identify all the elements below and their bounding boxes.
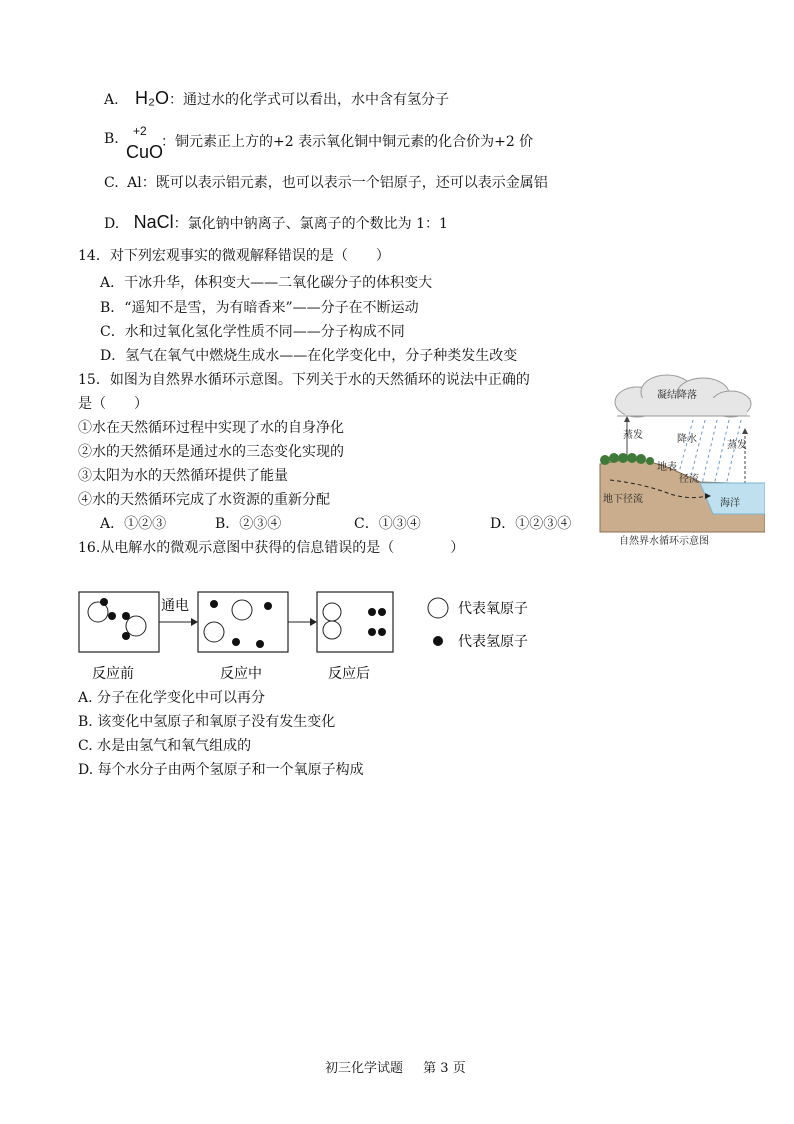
surface-runoff-label-1: 地表: [657, 462, 677, 473]
q13-option-b: [104, 131, 119, 147]
evaporation-label-left: 蒸发: [623, 430, 643, 441]
rain-label: 降水: [677, 434, 697, 445]
q15-statement-4: ④水的天然循环完成了水资源的重新分配: [78, 492, 330, 508]
page-footer: [325, 1057, 466, 1076]
oxygen-atom-icon: [428, 598, 448, 618]
q14-option-b: B．“遥知不是雪，为有暗香来”——分子在不断运动: [100, 300, 419, 316]
q16-option-d: D. 每个水分子由两个氢原子和一个氧原子构成: [78, 762, 364, 778]
q15-option-c: C．①③④: [354, 516, 421, 532]
q14-option-c: C．水和过氧化氢化学性质不同——分子构成不同: [100, 324, 405, 340]
q15-statement-1: ①水在天然循环过程中实现了水的自身净化: [78, 420, 344, 436]
option-letter: D.: [104, 216, 120, 232]
q16-option-a: A. 分子在化学变化中可以再分: [78, 690, 266, 706]
q15-option-a: A．①②③: [100, 516, 167, 532]
ocean-label: 海洋: [720, 498, 740, 509]
footer-title: 初三化学试题: [325, 1061, 404, 1076]
label-after: 反应后: [328, 666, 370, 682]
q14-stem: 14．对下列宏观事实的微观解释错误的是（ ）: [78, 248, 390, 264]
evaporation-label-right: 蒸发: [727, 440, 747, 451]
cloud-label: 凝结降落: [657, 390, 697, 401]
figure-caption: 自然界水循环示意图: [619, 536, 709, 547]
q15-option-b: B．②③④: [215, 516, 282, 532]
arrowhead-icon: [310, 618, 317, 626]
formula-h2o: H₂O: [135, 88, 170, 108]
option-text: ：氯化钠中钠离子、氯离子的个数比为 1：1: [173, 216, 448, 232]
q13-option-a: [104, 88, 449, 109]
q14-option-d: D．氢气在氧气中燃烧生成水——在化学变化中，分子种类发生改变: [100, 348, 518, 364]
arrowhead-icon: [191, 618, 198, 626]
q13-option-d: [104, 212, 448, 233]
box-before: [79, 592, 159, 652]
option-letter: B.: [104, 131, 119, 147]
option-text: ：通过水的化学式可以看出，水中含有氢分子: [169, 92, 450, 108]
underground-label: 地下径流: [603, 494, 643, 505]
q16-option-b: B. 该变化中氢原子和氧原子没有发生变化: [78, 714, 336, 730]
q15-stem-line1: 15．如图为自然界水循环示意图。下列关于水的天然循环的说法中正确的: [78, 372, 530, 388]
q14-option-a: A．干冰升华，体积变大——二氧化碳分子的体积变大: [100, 275, 433, 291]
electrolysis-diagram: [74, 586, 574, 686]
arrowhead-icon: [742, 428, 748, 434]
label-before: 反应前: [92, 666, 134, 682]
option-letter: C.: [104, 175, 119, 191]
q16-option-c: C. 水是由氢气和氧气组成的: [78, 738, 252, 754]
q15-stem-line2: 是（ ）: [78, 396, 148, 412]
option-text: ：铜元素正上方的+2 表示氧化铜中铜元素的化合价为+2 价: [161, 134, 534, 150]
q15-statement-3: ③太阳为水的天然循环提供了能量: [78, 468, 288, 484]
option-letter: A.: [104, 92, 119, 108]
q16-stem: 16.从电解水的微观示意图中获得的信息错误的是（ ）: [78, 540, 465, 556]
formula-nacl: NaCl: [133, 212, 174, 232]
q13-option-c: [104, 172, 548, 192]
arrowhead-icon: [624, 416, 630, 422]
water-cycle-figure: [595, 372, 765, 548]
legend-hydrogen: 代表氢原子: [458, 634, 528, 650]
hydrogen-atom-icon: [433, 636, 443, 646]
footer-page-number: 第 3 页: [423, 1061, 466, 1076]
surface-runoff-label-2: 径流: [679, 474, 699, 485]
arrow-label: 通电: [161, 598, 189, 614]
formula-cuo: CuO: [126, 142, 164, 162]
legend-oxygen: 代表氧原子: [458, 601, 528, 617]
q15-option-d: D．①②③④: [490, 516, 572, 532]
label-during: 反应中: [220, 666, 262, 682]
q15-statement-2: ②水的天然循环是通过水的三态变化实现的: [78, 444, 344, 460]
valence-superscript: +2: [133, 124, 147, 138]
option-text: Al：既可以表示铝元素，也可以表示一个铝原子，还可以表示金属铝: [127, 175, 548, 191]
